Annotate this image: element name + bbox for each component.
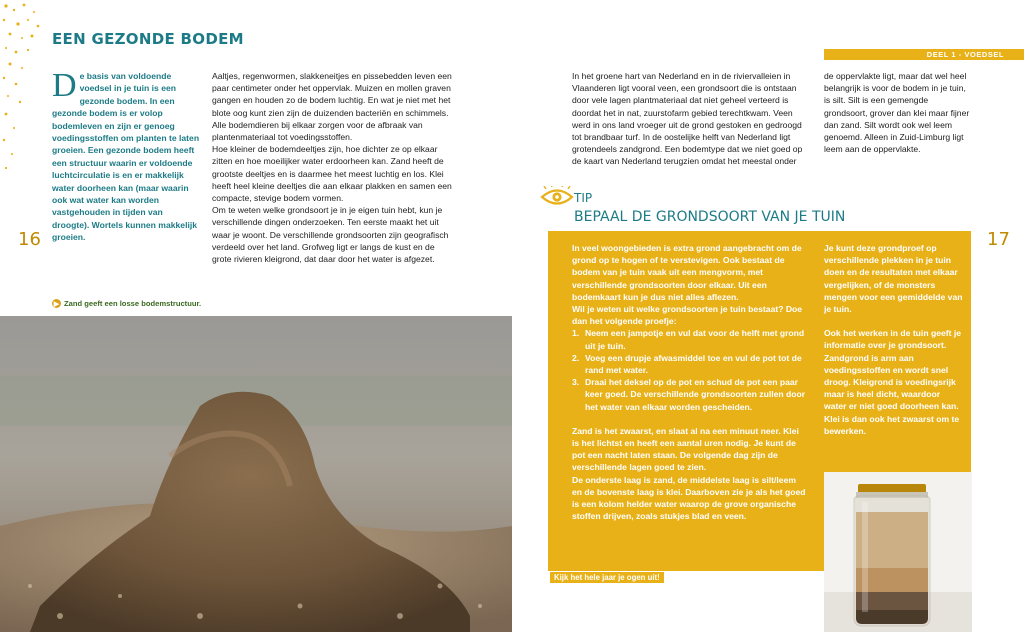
right-col2-text: de oppervlakte ligt, maar dat wel heel belangrijk is voor de bodem in je tuin, is silt. Silt is een gemengde grondsoort, grover dan klei maar fijner dan zand. Silt wordt ook wel leem genoemd. Alleen in Zuid-Limburg ligt leem aan de oppervlakte.: [824, 71, 970, 155]
decorative-dots: [0, 0, 48, 180]
body-paragraph-1: Aaltjes, regenwormen, slakkeneitjes en pissebedden leven een paar centimeter onder het oppervlak. Muizen en mollen graven gangen en houden zo de bodem luchtig. En wat je niet met het blote oog kunt zien zijn de duizenden bacteriën en schimmels. Alle bodemdieren bij elkaar zorgen voor de afbraak van plantenmateriaal tot voedingsstoffen.: [212, 71, 452, 143]
photo-caption: [52, 299, 201, 308]
tip-main-column: [572, 242, 806, 522]
body-paragraph-3: Om te weten welke grondsoort je in je eigen tuin hebt, kun je verschillende dingen onderzoeken. Ten eerste maakt het uit waar je woont. De verschillende grondsoorten zijn geografisch verdeeld over het land. Grofweg ligt er langs de kust en de grote rivieren kleigrond, dat daar door het water is afgezet.: [212, 205, 449, 265]
right-column-2: [824, 70, 972, 155]
right-col1-text: In het groene hart van Nederland en in de riviervalleien in Vlaanderen ligt vooral veen, een grondsoort die is ontstaan door vele lagen plantmateriaal dat niet geheel verteerd is doordat het in nat, zuurstofarm gebied terechtkwam. Veen werd in ons land vroeger uit de grond gestoken en gedroogd tot brandbaar turf. In de oostelijke helft van Nederland ligt grotendeels zandgrond. Een bodemtype dat we niet goed op de kaart van Nederland terugzien omdat het meestal onder: [572, 71, 803, 167]
eye-icon: [540, 186, 574, 208]
page-number-right: 17: [987, 229, 1010, 250]
intro-text: e basis van voldoende voedsel in je tuin is een gezonde bodem. In een gezonde bodem is er volop bodemleven en zijn er genoeg voedingsstoffen om planten te laten groeien. Een gezonde bodem heeft een structuur waarin er voldoende luchtcirculatie is en er makkelijk water doorheen kan (maar waarin ook wat water kan worden vastgehouden in tijden van droogte). Wortels kunnen makkelijk groeien.: [52, 71, 200, 243]
body-paragraph-2: Hoe kleiner de bodemdeeltjes zijn, hoe dichter ze op elkaar zitten en hoe moeilijker water erdoorheen kan. Zand heeft de grootste deeltjes en is daarmee het meest luchtig en los. Klei heeft heel kleine deeltjes die aan elkaar plakken en samen een compacte, stevige bodem vormen.: [212, 144, 452, 204]
tip-step: 2. Voeg een drupje afwasmiddel toe en vul de pot tot de rand met water.: [572, 352, 802, 376]
tip-side-1: Je kunt deze grondproef op verschillende plekken in je tuin doen en de resultaten met elkaar vergelijken, of de monsters mengen voor een gemiddelde van je tuin.: [824, 243, 963, 315]
tip-intro: In veel woongebieden is extra grond aangebracht om de grond op te hogen of te verstevigen. Ook bestaat de bodem van je tuin vaak uit een mengvorm, met verschillende grondsoorten door elkaar. Uit een bodemkaart kun je dus niet alles aflezen.: [572, 243, 802, 302]
intro-paragraph: [52, 67, 200, 244]
tip-step: 1. Neem een jampotje en vul dat voor de helft met grond uit je tuin.: [572, 328, 805, 351]
caption-text: Zand geeft een losse bodemstructuur.: [64, 299, 202, 308]
tip-result-1: Zand is het zwaarst, en slaat al na een minuut neer. Klei is het lichtst en heeft een aantal uren nodig. Je kunt de pot een nacht laten staan. De volgende dag zijn de verschillende lagen goed te zien.: [572, 425, 799, 473]
jar-photo: [824, 472, 972, 632]
right-column-1: [572, 70, 812, 168]
arrow-circle-icon: ▶: [53, 300, 60, 308]
tip-highlight: Kijk het hele jaar je ogen uit!: [550, 572, 664, 583]
tip-steps: [572, 327, 806, 412]
page-number-left: 16: [18, 229, 41, 250]
body-column: [212, 70, 455, 265]
tip-label: TIP: [574, 191, 593, 205]
section-label: DEEL 1 - VOEDSEL: [824, 49, 1024, 60]
sand-photo: [0, 316, 512, 632]
dropcap: D: [52, 67, 77, 104]
tip-side-2: Ook het werken in de tuin geeft je informatie over je grondsoort. Zandgrond is arm aan voedingsstoffen en wordt snel droog. Kleigrond is voedingsrijk maar is heel dicht, waardoor water er niet goed doorheen kan. Klei is dan ook het zwaarst om te bewerken.: [824, 328, 962, 436]
tip-result-2: De onderste laag is zand, de middelste laag is silt/leem en de bovenste laag is klei. Daarboven zie je als het goed is een kolom helder water waarop de grove organische stoffen drijven, zoals stukjes blad en veen.: [572, 474, 806, 522]
tip-title: BEPAAL DE GRONDSOORT VAN JE TUIN: [574, 209, 846, 225]
tip-side-column: [824, 242, 964, 437]
tip-question: Wil je weten uit welke grondsoorten je tuin bestaat? Doe dan het volgende proefje:: [572, 304, 803, 327]
tip-step: 3. Draai het deksel op de pot en schud de pot een paar keer goed. De verschillende grondsoorten zullen door het water van elkaar worden gescheiden.: [572, 377, 806, 412]
page-title: EEN GEZONDE BODEM: [52, 30, 244, 48]
